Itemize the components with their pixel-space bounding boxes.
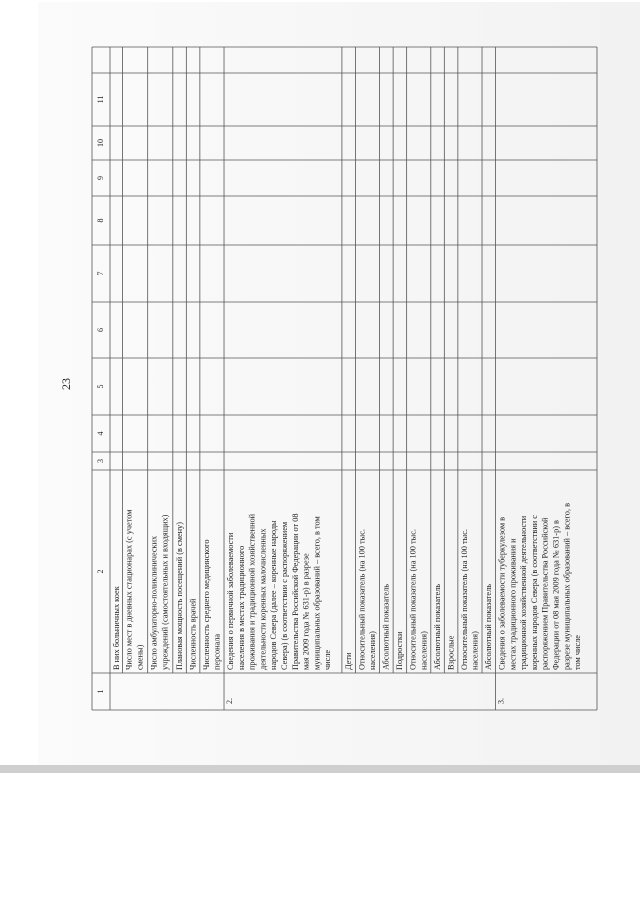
column-number: 9 — [95, 176, 105, 180]
row-label-line: Федерации от 08 мая 2009 года № 631-р) в — [551, 520, 561, 670]
column-number: 2 — [95, 569, 105, 574]
row-label-line: муниципальных образований – всего, в том — [312, 516, 322, 670]
row-label-line: Сведения о заболеваемости туберкулезом в — [497, 516, 507, 670]
row-label-line: проживания и традиционной хозяйственной — [247, 513, 257, 670]
row-label-line: деятельности коренных малочисленных — [258, 528, 268, 670]
row-label-line: коренных народов Севера (в соответствии с — [529, 515, 539, 670]
column-number: 6 — [95, 328, 105, 332]
row-label-line: населения) — [419, 631, 429, 670]
row-label-line: Плановая мощность посещений (в смену) — [174, 522, 184, 670]
column-number: 10 — [95, 139, 105, 147]
row-label-line: Дети — [343, 652, 353, 670]
row-label-line: разрезе муниципальных образований – всего, в — [562, 502, 572, 670]
row-label-line: Число мест в дневных стационарах (с учетом — [124, 509, 134, 670]
row-number: 2. — [225, 698, 235, 704]
column-number: 8 — [95, 218, 105, 223]
row-label-line: мая 2009 года № 631-р) в разрезе — [301, 553, 311, 670]
row-label-line: Число амбулаторно-поликлинических — [149, 535, 159, 670]
column-number: 11 — [95, 95, 105, 104]
row-label-line: Абсолютный показатель — [432, 583, 442, 670]
row-label-line: числе — [323, 649, 333, 670]
row-number: 3. — [496, 698, 506, 704]
row-label-line: Абсолютный показатель — [484, 583, 494, 670]
row-label-line: Абсолютный показатель — [381, 583, 391, 670]
row-label-line: Относительный показатель (на 100 тыс. — [408, 529, 418, 670]
row-label-line: населения) — [368, 631, 378, 670]
row-label-line: Численность среднего медицинского — [201, 539, 211, 670]
page-number: 23 — [59, 378, 73, 390]
row-label-line: населения в местах традиционного — [236, 545, 246, 670]
row-label-line: Численность врачей — [188, 598, 198, 670]
column-number: 5 — [95, 384, 105, 389]
row-label-line: учреждений (самостоятельных и входящих) — [160, 514, 170, 670]
row-label-line: Подростки — [395, 631, 405, 670]
row-label-line: персонала — [212, 633, 222, 670]
column-number: 1 — [95, 689, 105, 694]
row-label-line: Правительства Российской Федерации от 08 — [290, 513, 300, 670]
row-label-line: Сведения о первичной заболеваемости — [226, 532, 236, 670]
column-number: 7 — [95, 271, 105, 276]
row-label-line: Севера) (в соответствии с распоряжением — [280, 521, 290, 670]
column-number: 3 — [95, 459, 105, 463]
row-label-line: распоряжением Правительства Российской — [540, 517, 550, 670]
row-label-line: В них больничных коек — [112, 586, 121, 670]
row-label-line: народов Севера (далее – коренные народы — [269, 520, 279, 670]
column-number: 4 — [95, 431, 105, 436]
row-label-line: смены) — [135, 644, 145, 670]
row-label-line: Относительный показатель (на 100 тыс. — [357, 529, 367, 670]
row-label-line: том числе — [573, 635, 583, 670]
row-label-line: традиционной хозяйственной деятельности — [519, 515, 529, 670]
row-label-line: населения) — [470, 631, 480, 670]
row-label-line: Взрослые — [446, 635, 456, 670]
row-label-line: Относительный показатель (на 100 тыс. — [459, 529, 469, 670]
row-label-line: местах традиционного проживания и — [508, 538, 518, 670]
